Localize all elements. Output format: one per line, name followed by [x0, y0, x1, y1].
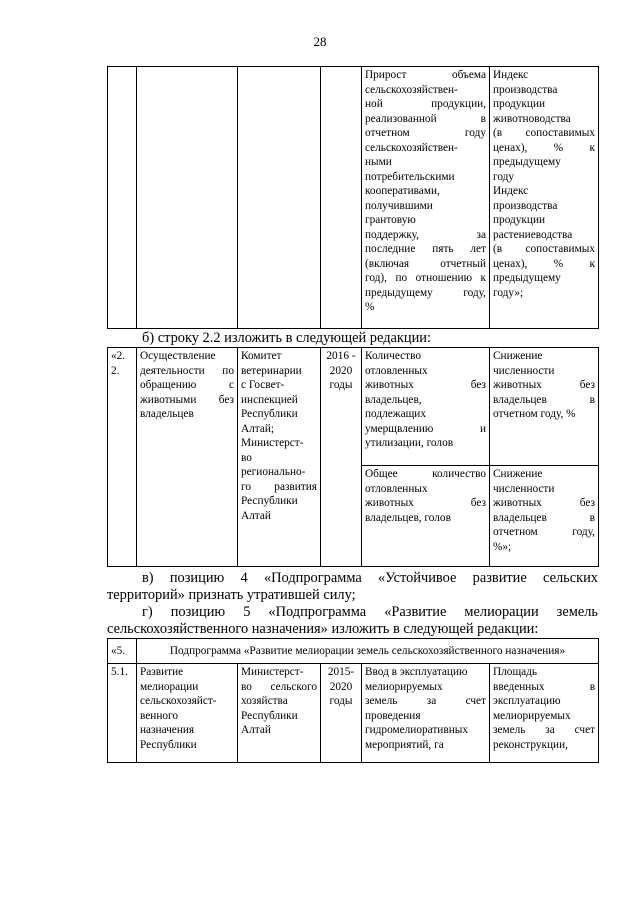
- line: обращению с: [140, 379, 234, 391]
- line: предыдущему: [493, 156, 561, 168]
- line: хозяйства: [241, 695, 288, 707]
- line: подлежащих: [365, 408, 426, 420]
- line: %»;: [493, 540, 512, 553]
- cell-name: [137, 664, 238, 763]
- cell-target: [490, 664, 599, 763]
- line: мелиорируемых: [365, 680, 443, 693]
- cell-target: [490, 348, 599, 466]
- line: во сельского: [241, 680, 317, 693]
- line: Алтай: [241, 724, 271, 736]
- line: сельскохозяйствен-: [365, 141, 458, 154]
- line: предыдущему году,: [365, 286, 486, 299]
- line: 2.: [111, 364, 120, 377]
- line: году: [493, 170, 515, 183]
- line: Республики: [140, 738, 197, 751]
- line: животноводства: [493, 112, 571, 125]
- line: 2016 -: [326, 350, 356, 362]
- cell-indicator: [362, 348, 490, 466]
- table-row: [108, 664, 599, 763]
- cell-executor: [238, 664, 321, 763]
- line: Республики: [241, 408, 298, 420]
- paragraph-b: б) строку 2.2 изложить в следующей редакции:: [142, 330, 432, 346]
- table-row: [108, 639, 599, 664]
- line: Снижение: [493, 468, 543, 480]
- line: земель за счет: [493, 724, 596, 736]
- line: Количество: [365, 350, 421, 362]
- line: отчетном году,: [493, 526, 595, 538]
- line: Министерст-: [241, 437, 304, 449]
- line: деятельности по: [140, 364, 234, 377]
- cell-indicator: [362, 67, 490, 329]
- cell-name: [137, 348, 238, 567]
- line: животных без: [493, 379, 595, 391]
- line: реализованной в: [365, 112, 486, 125]
- cell-number: [108, 67, 137, 329]
- line: сельскохозяйствен-: [365, 83, 458, 96]
- line: растениеводства: [493, 228, 573, 241]
- line: с Госвет-: [241, 379, 285, 391]
- line: животных без: [493, 497, 595, 509]
- line: животных без: [365, 497, 486, 509]
- table-position-5: [107, 638, 599, 763]
- table-row: [108, 348, 599, 466]
- paragraph-g-line2: сельскохозяйственного назначения» изложить в следующей редакции:: [107, 621, 539, 637]
- line: Ввод в эксплуатацию: [365, 666, 468, 678]
- line: производства: [493, 199, 558, 212]
- cell-number: 5.1.: [108, 664, 137, 763]
- line: регионально-: [241, 466, 306, 478]
- cell-indicator: [362, 466, 490, 567]
- line: мелиорируемых: [493, 709, 571, 722]
- cell-number: «5.: [108, 639, 137, 664]
- line: отчетном году, %: [493, 408, 576, 420]
- line: 2020: [329, 680, 353, 693]
- cell-period: [321, 348, 362, 567]
- line: получившими: [365, 199, 433, 212]
- line: умерщвлению и: [365, 422, 486, 435]
- line: последние пять лет: [365, 243, 486, 255]
- line: Развитие: [140, 666, 184, 678]
- line: го развития: [241, 480, 317, 493]
- line: кооперативами,: [365, 185, 440, 197]
- cell-period: [321, 664, 362, 763]
- line: владельцев: [140, 408, 194, 420]
- line: численности: [493, 364, 555, 377]
- paragraph-v-line2: территорий» признать утратившей силу;: [107, 587, 356, 603]
- line: животных без: [365, 379, 486, 391]
- line: Индекс: [493, 185, 529, 197]
- paragraph-v-line1: в) позицию 4 «Подпрограмма «Устойчивое развитие сельских: [142, 570, 598, 586]
- line: (в сопоставимых: [493, 127, 595, 139]
- line: ной продукции,: [365, 98, 486, 110]
- table-row-2-2: [107, 347, 599, 567]
- line: «2.: [111, 350, 126, 362]
- line: отловленных: [365, 364, 428, 377]
- line: потребительскими: [365, 170, 455, 183]
- line: отчетном году: [365, 127, 486, 139]
- line: реконструкции,: [493, 738, 568, 751]
- line: венного: [140, 709, 179, 722]
- line: земель за счет: [365, 695, 486, 707]
- line: инспекцией: [241, 393, 298, 406]
- line: Республики: [241, 709, 298, 722]
- line: животными без: [140, 393, 234, 406]
- cell-name: [137, 67, 238, 329]
- subprogram-title: Подпрограмма «Развитие мелиорации земель сельскохозяйственного назначения»: [137, 639, 599, 664]
- line: год), по отношению к: [365, 272, 486, 284]
- line: владельцев в: [493, 393, 595, 406]
- line: ценах), % к: [493, 141, 595, 154]
- line: Индекс: [493, 69, 529, 81]
- line: годы: [329, 695, 353, 707]
- line: (в сопоставимых: [493, 243, 595, 255]
- line: утилизации, голов: [365, 437, 454, 449]
- line: владельцев в: [493, 511, 595, 524]
- line: Алтай: [241, 509, 271, 522]
- cell-target: [490, 67, 599, 329]
- line: Прирост объема: [365, 69, 486, 81]
- line: численности: [493, 482, 555, 495]
- line: годы: [329, 379, 353, 391]
- line: Министерст-: [241, 666, 304, 678]
- line: сельскохозяйст-: [140, 695, 217, 707]
- line: отловленных: [365, 482, 428, 495]
- cell-period: [321, 67, 362, 329]
- line: гидромелиоративных: [365, 724, 468, 736]
- line: Комитет: [241, 350, 282, 362]
- line: назначения: [140, 724, 195, 736]
- line: предыдущему: [493, 272, 561, 284]
- page-number: 28: [313, 34, 327, 49]
- line: Осуществление: [140, 350, 216, 362]
- line: владельцев, голов: [365, 511, 451, 524]
- table-continuation: [107, 66, 599, 329]
- line: продукции: [493, 214, 546, 226]
- line: поддержку, за: [365, 228, 486, 241]
- line: продукции: [493, 98, 546, 110]
- table-row: [108, 67, 599, 329]
- line: ными: [365, 156, 392, 168]
- cell-number: [108, 348, 137, 567]
- line: грантовую: [365, 214, 416, 226]
- line: Республики: [241, 495, 298, 507]
- line: году»;: [493, 286, 524, 299]
- cell-target: [490, 466, 599, 567]
- line: владельцев,: [365, 393, 422, 406]
- line: мелиорации: [140, 680, 199, 693]
- paragraph-g-line1: г) позицию 5 «Подпрограмма «Развитие мелиорации земель: [142, 604, 598, 620]
- line: Снижение: [493, 350, 543, 362]
- line: эксплуатацию: [493, 695, 561, 707]
- line: (включая отчетный: [365, 257, 486, 270]
- line: производства: [493, 83, 558, 96]
- line: Общее количество: [365, 468, 486, 480]
- line: 2020: [329, 364, 353, 377]
- line: мероприятий, га: [365, 738, 444, 751]
- line: ветеринарии: [241, 364, 302, 377]
- cell-indicator: [362, 664, 490, 763]
- line: ценах), % к: [493, 257, 595, 270]
- line: введенных в: [493, 680, 596, 693]
- line: Площадь: [493, 666, 538, 678]
- line: Алтай;: [241, 422, 275, 435]
- line: проведения: [365, 709, 421, 722]
- line: %: [365, 301, 375, 313]
- cell-executor: [238, 67, 321, 329]
- cell-executor: [238, 348, 321, 567]
- line: во: [241, 451, 252, 464]
- line: 2015-: [327, 666, 355, 678]
